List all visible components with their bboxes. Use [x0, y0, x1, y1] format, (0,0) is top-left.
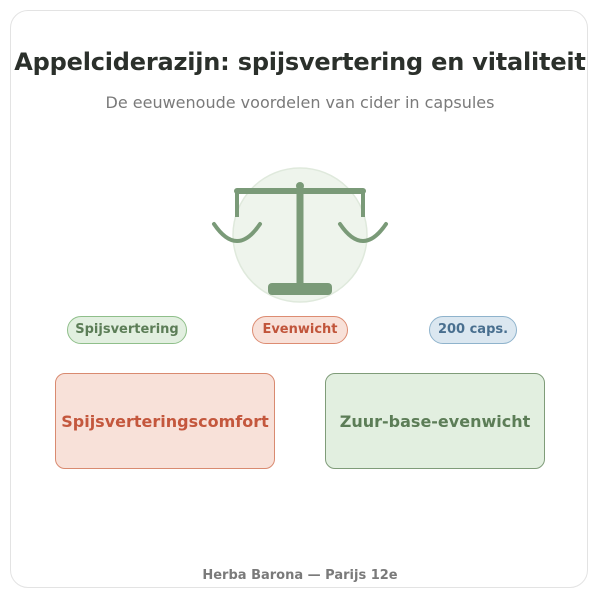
tag-evenwicht: Evenwicht	[252, 316, 348, 344]
benefit-acid-base-balance	[325, 373, 545, 469]
page-title: Appelciderazijn: spijsvertering en vitaliteit	[14, 48, 586, 76]
scale-base	[268, 283, 332, 295]
balance-scale-icon	[200, 160, 400, 305]
benefit-label: Zuur-base-evenwicht	[339, 411, 531, 431]
footer-brand: Herba Barona — Parijs 12e	[202, 568, 398, 583]
benefit-digestive-comfort	[55, 373, 275, 469]
page-subtitle: De eeuwenoude voordelen van cider in capsules	[105, 93, 495, 112]
tag-spijsvertering: Spijsvertering	[67, 316, 187, 344]
scale-pillar	[297, 188, 304, 288]
benefit-label: Spijsverteringscomfort	[61, 411, 269, 431]
tag-capsule-count: 200 caps.	[429, 316, 517, 344]
